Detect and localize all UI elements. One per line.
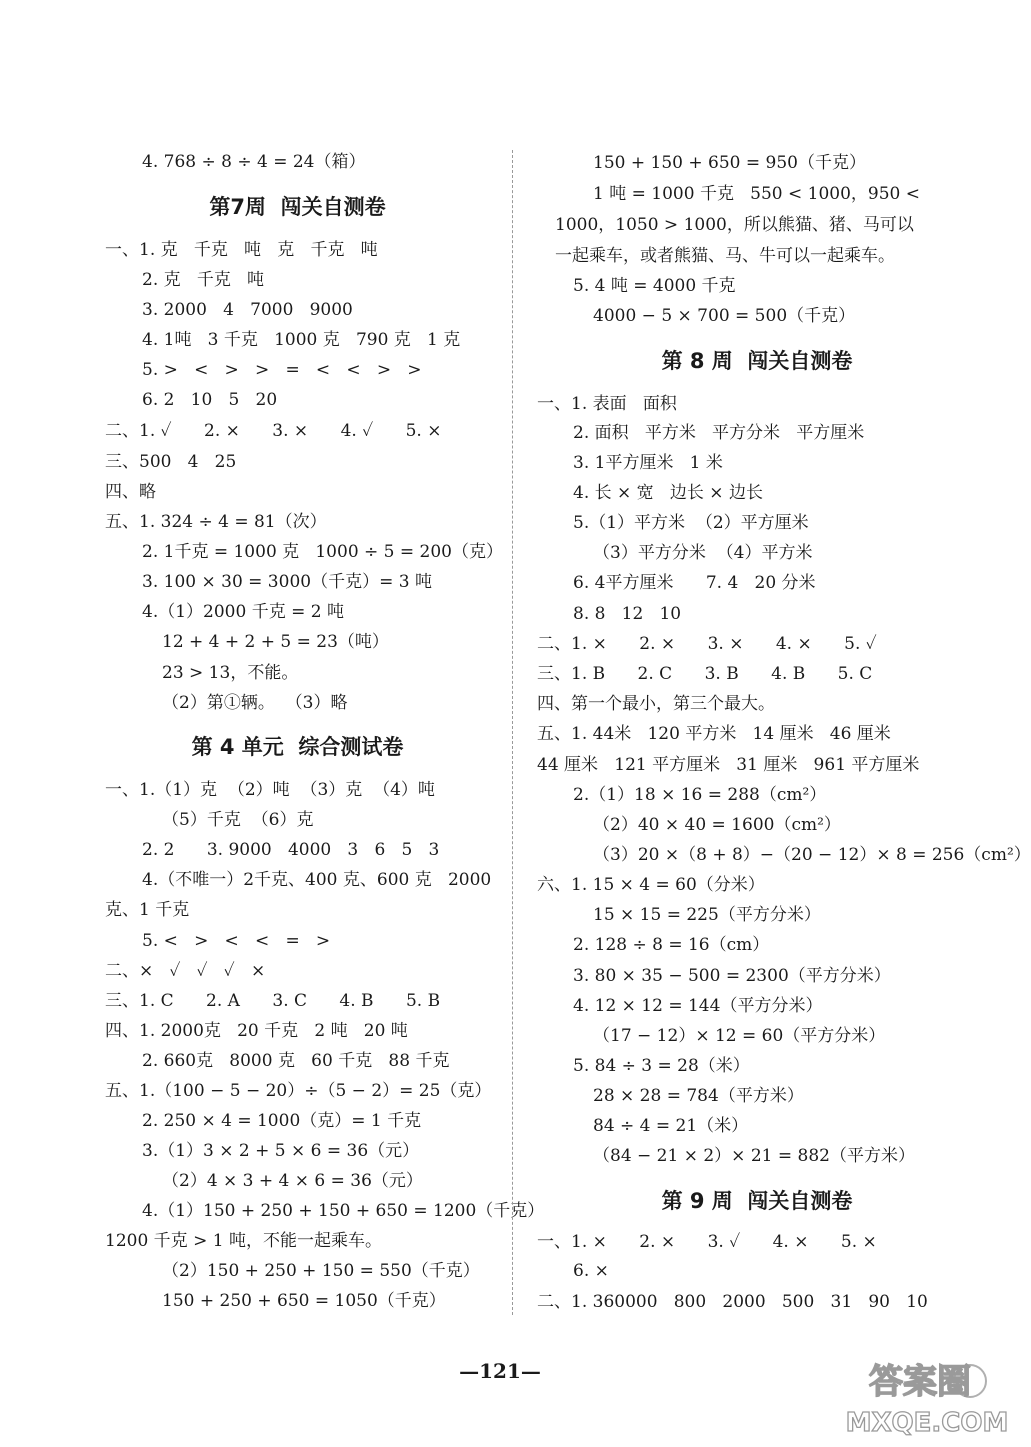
answer-line: 三、500 4 25: [105, 452, 237, 472]
answer-line: 一、1. 克 千克 吨 克 千克 吨: [105, 240, 378, 260]
answer-line: 2. 250 × 4 = 1000（克）= 1 千克: [142, 1111, 422, 1131]
answer-line: 2. 克 千克 吨: [142, 270, 265, 290]
answer-line: 2. 面积 平方米 平方分米 平方厘米: [573, 423, 865, 443]
answer-line: 3.（1）3 × 2 + 5 × 6 = 36（元）: [142, 1141, 420, 1161]
answer-line: 一、1.（1）克 （2）吨 （3）克 （4）吨: [105, 780, 435, 800]
answer-line: 1200 千克 > 1 吨，不能一起乘车。: [105, 1231, 382, 1251]
answer-line: 一、1. 表面 面积: [537, 394, 677, 414]
answer-line: 一、1. × 2. × 3. ✓ 4. × 5. ×: [537, 1232, 877, 1252]
answer-line: （2）4 × 3 + 4 × 6 = 36（元）: [162, 1171, 423, 1191]
section-heading: 第 8 周 闯关自测卷: [661, 349, 853, 373]
answer-line: （2）150 + 250 + 150 = 550（千克）: [162, 1261, 480, 1281]
section-heading: 第 4 单元 综合测试卷: [191, 735, 404, 759]
answer-line: 克、1 千克: [105, 900, 190, 920]
answer-line: 6. ×: [573, 1261, 609, 1281]
answer-line: 23 > 13，不能。: [162, 663, 299, 683]
answer-line: 4.（1）150 + 250 + 150 + 650 = 1200（千克）: [142, 1201, 545, 1221]
answer-line: 三、1. B 2. C 3. B 4. B 5. C: [537, 664, 873, 684]
answer-line: 2. 128 ÷ 8 = 16（cm）: [573, 935, 770, 955]
answer-line: 4000 − 5 × 700 = 500（千克）: [593, 306, 856, 326]
answer-line: 4. 长 × 宽 边长 × 边长: [573, 483, 763, 503]
section-heading: 第7周 闯关自测卷: [209, 195, 386, 219]
answer-line: 六、1. 15 × 4 = 60（分米）: [537, 875, 765, 895]
answer-line: 6. 4平方厘米 7. 4 20 分米: [573, 573, 816, 593]
answer-line: 4. 12 × 12 = 144（平方分米）: [573, 996, 823, 1016]
answer-line: 5. 4 吨 = 4000 千克: [573, 276, 736, 296]
answer-line: 4.（1）2000 千克 = 2 吨: [142, 602, 344, 622]
section-heading: 第 9 周 闯关自测卷: [661, 1189, 853, 1213]
answer-line: 四、略: [105, 482, 156, 502]
answer-line: 5. > < > > = < < > >: [142, 360, 422, 380]
answer-line: 五、1. 44米 120 平方米 14 厘米 46 厘米: [537, 724, 891, 744]
answer-line: 15 × 15 = 225（平方分米）: [593, 905, 821, 925]
answer-line: 5. 84 ÷ 3 = 28（米）: [573, 1056, 750, 1076]
answer-line: 5.（1）平方米 （2）平方厘米: [573, 513, 809, 533]
column-divider: [512, 150, 513, 1315]
page-number: —121—: [459, 1359, 541, 1383]
answer-line: 3. 100 × 30 = 3000（千克）= 3 吨: [142, 572, 432, 592]
answer-line: 4.（不唯一）2千克、400 克、600 克 2000: [142, 870, 492, 890]
watermark-bottom-text: MXQE.COM: [845, 1408, 1009, 1438]
answer-line: 2.（1）18 × 16 = 288（cm²）: [573, 785, 827, 805]
answer-line: 6. 2 10 5 20: [142, 390, 278, 410]
answer-line: 2. 2 3. 9000 4000 3 6 5 3: [142, 840, 440, 860]
answer-line: （2）40 × 40 = 1600（cm²）: [593, 815, 841, 835]
answer-line: 2. 660克 8000 克 60 千克 88 千克: [142, 1051, 450, 1071]
answer-line: 二、1. × 2. × 3. × 4. × 5. ✓: [537, 634, 877, 654]
answer-line: 12 + 4 + 2 + 5 = 23（吨）: [162, 632, 389, 652]
watermark-top-text: 答案圈: [869, 1362, 971, 1402]
answer-line: 五、1.（100 − 5 − 20）÷（5 − 2）= 25（克）: [105, 1081, 492, 1101]
answer-line: 五、1. 324 ÷ 4 = 81（次）: [105, 512, 327, 532]
answer-line: （3）20 ×（8 + 8）−（20 − 12）× 8 = 256（cm²）: [593, 845, 1031, 865]
answer-line: （84 − 21 × 2）× 21 = 882（平方米）: [593, 1146, 915, 1166]
answer-line: 3. 80 × 35 − 500 = 2300（平方分米）: [573, 966, 891, 986]
answer-line: 1 吨 = 1000 千克 550 < 1000，950 <: [593, 184, 921, 204]
answer-line: （2）第①辆。 （3）略: [162, 693, 348, 713]
watermark-logo: [845, 1351, 1009, 1441]
answer-line: 2. 1千克 = 1000 克 1000 ÷ 5 = 200（克）: [142, 542, 504, 562]
answer-line: 1000，1050 > 1000，所以熊猫、猪、马可以: [555, 215, 914, 235]
answer-line: 4. 1吨 3 千克 1000 克 790 克 1 克: [142, 330, 461, 350]
answer-line: 二、1. ✓ 2. × 3. × 4. ✓ 5. ×: [105, 421, 442, 441]
answer-line: 150 + 150 + 650 = 950（千克）: [593, 153, 866, 173]
answer-line: 3. 1平方厘米 1 米: [573, 453, 723, 473]
answer-line: 四、1. 2000克 20 千克 2 吨 20 吨: [105, 1021, 408, 1041]
answer-line: （5）千克 （6）克: [162, 810, 314, 830]
answer-line: 四、第一个最小，第三个最大。: [537, 694, 775, 714]
answer-line: 44 厘米 121 平方厘米 31 厘米 961 平方厘米: [537, 755, 920, 775]
answer-line: 28 × 28 = 784（平方米）: [593, 1086, 804, 1106]
answer-line: 二、1. 360000 800 2000 500 31 90 10: [537, 1292, 928, 1312]
answer-line: 5. < > < < = >: [142, 931, 331, 951]
answer-line: （17 − 12）× 12 = 60（平方分米）: [593, 1026, 886, 1046]
answer-line: 84 ÷ 4 = 21（米）: [593, 1116, 749, 1136]
answer-line: 一起乘车，或者熊猫、马、牛可以一起乘车。: [555, 246, 895, 266]
answer-line: （3）平方分米 （4）平方米: [593, 543, 813, 563]
answer-line: 二、× ✓ ✓ ✓ ×: [105, 961, 266, 981]
answer-line: 4. 768 ÷ 8 ÷ 4 = 24（箱）: [142, 152, 366, 172]
answer-line: 三、1. C 2. A 3. C 4. B 5. B: [105, 991, 441, 1011]
answer-line: 8. 8 12 10: [573, 604, 682, 624]
answer-line: 150 + 250 + 650 = 1050（千克）: [162, 1291, 446, 1311]
answer-line: 3. 2000 4 7000 9000: [142, 300, 353, 320]
